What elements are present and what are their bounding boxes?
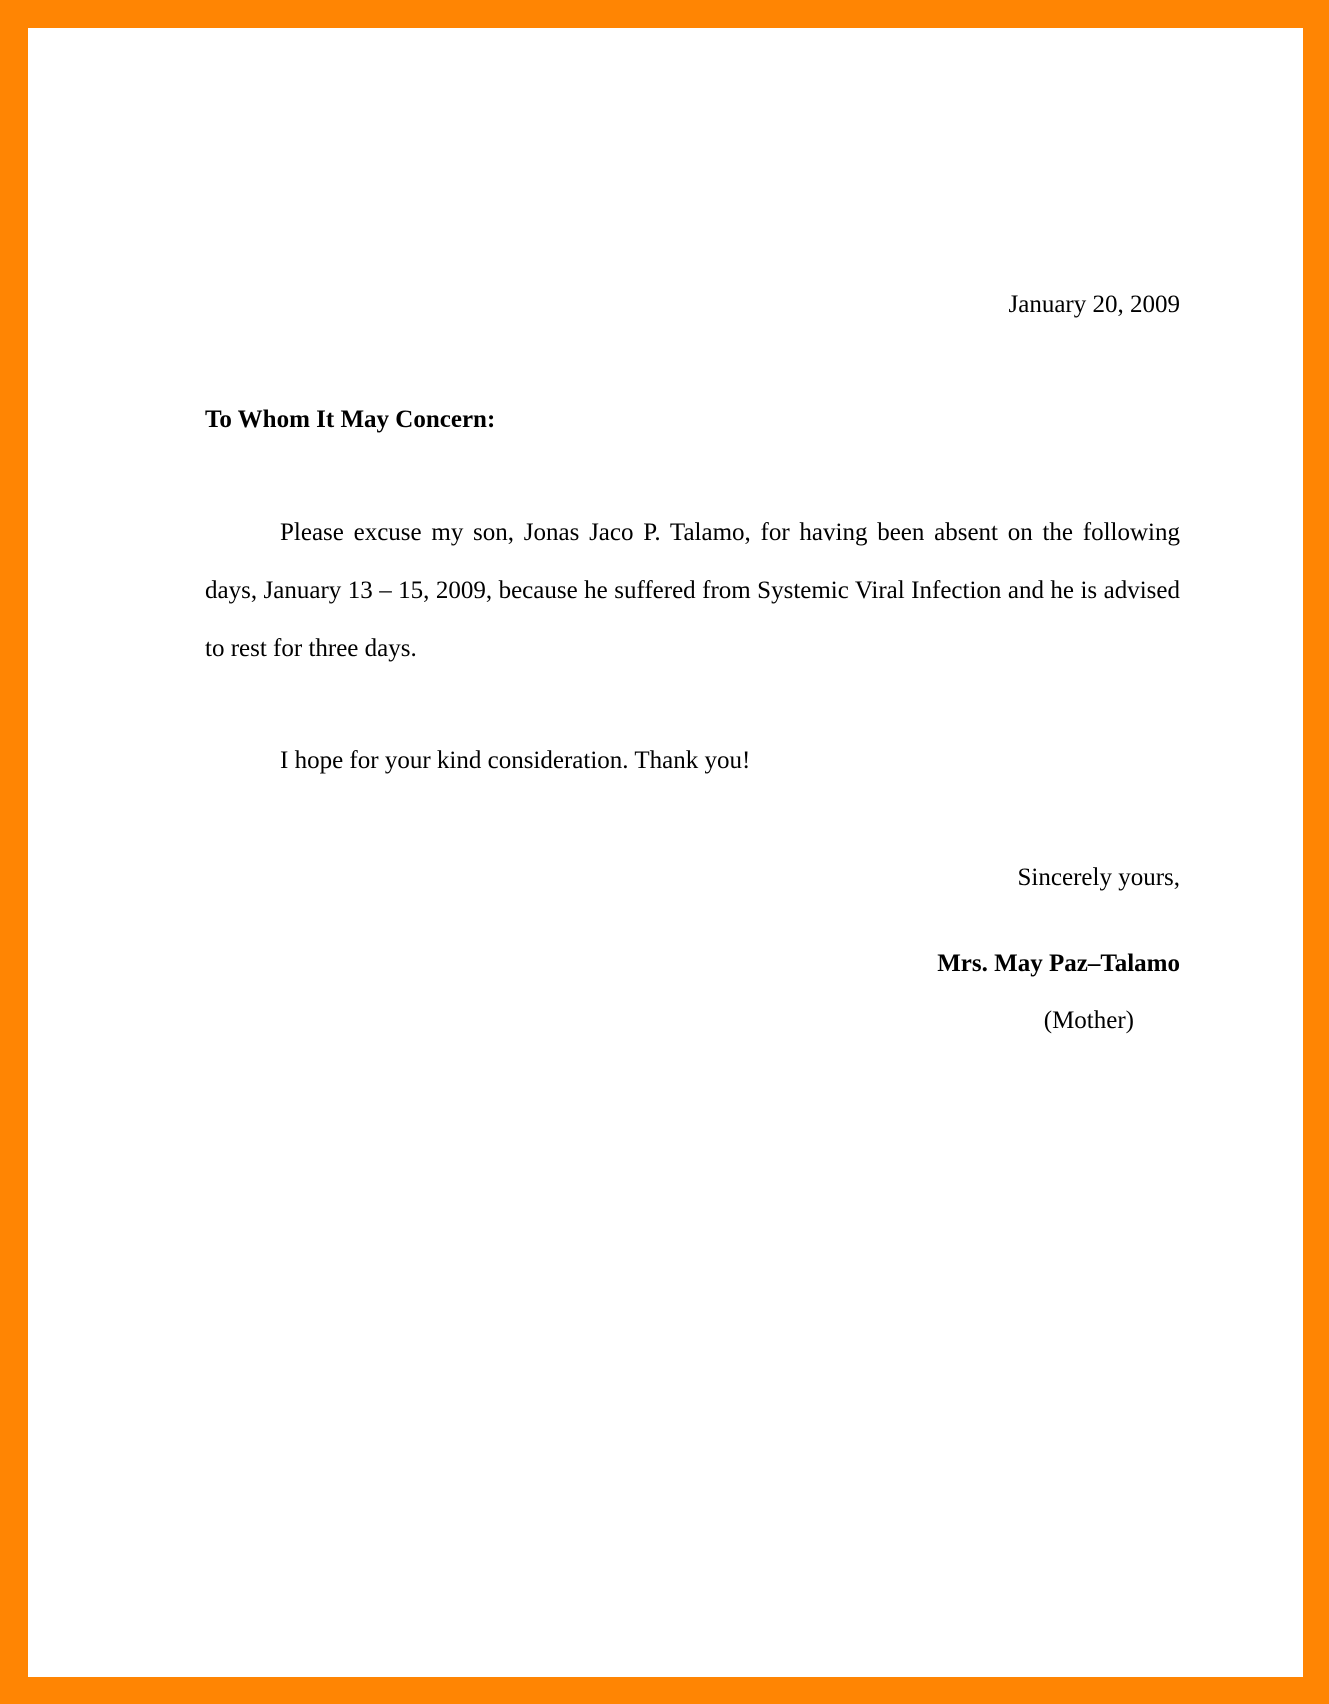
letter-body-paragraph: Please excuse my son, Jonas Jaco P. Talamo, for having been absent on the following days, January 13 – 15, 2009, because he suffered from Systemic Viral Infection and he is advised to rest for three days.	[205, 519, 1180, 662]
letter-signer-relation: (Mother)	[1043, 1007, 1134, 1034]
letter-signer-name: Mrs. May Paz–Talamo	[937, 950, 1180, 977]
letter-salutation: To Whom It May Concern:	[205, 406, 496, 433]
letter-date: January 20, 2009	[1008, 291, 1180, 318]
letter-thanks-line: I hope for your kind consideration. Thank you!	[280, 747, 751, 774]
letter-closing: Sincerely yours,	[1017, 864, 1180, 891]
letter-page	[28, 28, 1303, 1677]
